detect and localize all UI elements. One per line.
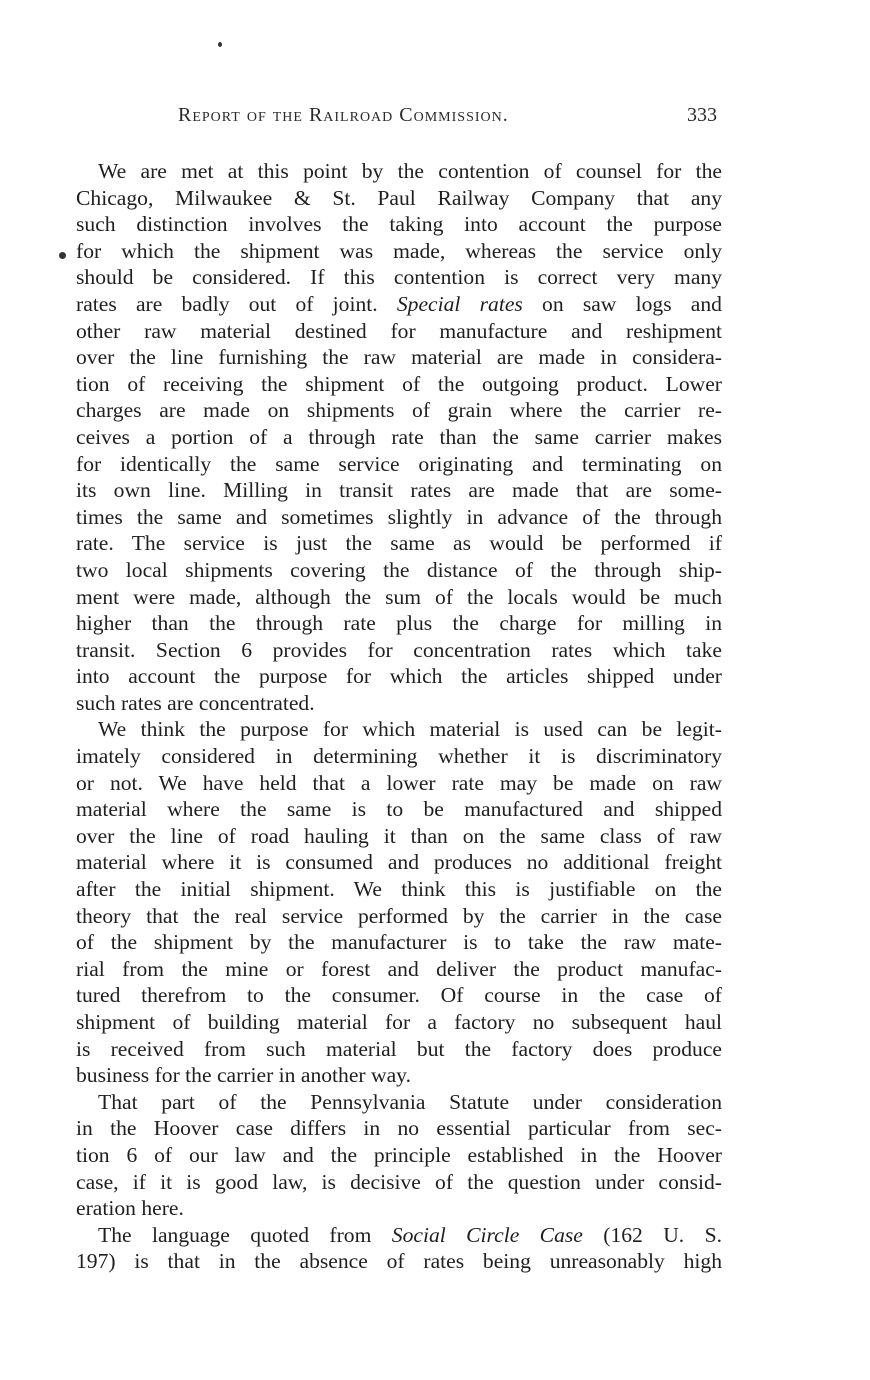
- paragraph: [76, 1222, 722, 1275]
- text-line: is received from such material but the factory does produce: [76, 1036, 722, 1061]
- paragraph: [76, 158, 722, 716]
- text-line: over the line furnishing the raw material are made in considera-: [76, 345, 722, 370]
- text-line: over the line of road hauling it than on the same class of raw: [76, 823, 722, 848]
- text-line: shipment of building material for a factory no subsequent haul: [76, 1010, 722, 1034]
- text-line: or not. We have held that a lower rate may be made on raw: [76, 770, 722, 795]
- text-line: ment were made, although the sum of the locals would be much: [76, 584, 722, 609]
- text-line: for identically the same service originating and terminating on: [76, 451, 722, 476]
- text-line: its own line. Milling in transit rates are made that are some-: [76, 478, 722, 503]
- text-line: case, if it is good law, is decisive of the question under consid-: [76, 1169, 722, 1194]
- running-header: [172, 104, 717, 134]
- text-line: of the shipment by the manufacturer is to take the raw mate-: [76, 930, 722, 955]
- text-line: other raw material destined for manufacture and reshipment: [76, 318, 722, 343]
- text-line: material where the same is to be manufactured and shipped: [76, 797, 722, 822]
- text-line: We are met at this point by the contention of counsel for the: [98, 159, 722, 183]
- text-line: after the initial shipment. We think this is justifiable on the: [76, 877, 722, 902]
- text-line: times the same and sometimes slightly in advance of the through: [76, 504, 722, 529]
- page-number: 333: [687, 104, 717, 126]
- text-line: should be considered. If this contention is correct very many: [76, 265, 722, 290]
- text-line: 197) is that in the absence of rates being unreasonably high: [76, 1249, 722, 1274]
- text-line: We think the purpose for which material is used can be legit-: [98, 717, 722, 742]
- text-line: two local shipments covering the distance of the through ship-: [76, 557, 722, 582]
- paragraph: [76, 716, 722, 1088]
- text-line: theory that the real service performed by the carrier in the case: [76, 903, 722, 928]
- text-line: material where it is consumed and produces no additional freight: [76, 850, 722, 875]
- text-line: higher than the through rate plus the charge for milling in: [76, 611, 722, 636]
- paragraph: [76, 1089, 722, 1222]
- text-line: That part of the Pennsylvania Statute under consideration: [98, 1089, 722, 1114]
- text-line: in the Hoover case differs in no essential particular from sec-: [76, 1116, 722, 1141]
- text-line: Chicago, Milwaukee & St. Paul Railway Company that any: [76, 185, 722, 210]
- text-line: charges are made on shipments of grain where the carrier re-: [76, 398, 722, 423]
- text-line: The language quoted from Social Circle Case (162 U. S.: [98, 1222, 722, 1247]
- running-header-title: Report of the Railroad Commission.: [178, 104, 509, 126]
- stray-ink-dot: [218, 42, 222, 47]
- text-line: such rates are concentrated.: [76, 690, 315, 715]
- text-line: such distinction involves the taking into account the purpose: [76, 212, 722, 237]
- margin-bullet-mark: [59, 252, 66, 259]
- text-line: business for the carrier in another way.: [76, 1063, 411, 1088]
- page-body: [76, 158, 722, 1275]
- text-line: eration here.: [76, 1196, 184, 1221]
- text-line: into account the purpose for which the articles shipped under: [76, 664, 722, 689]
- text-line: tion 6 of our law and the principle established in the Hoover: [76, 1142, 722, 1167]
- text-line: rial from the mine or forest and deliver the product manufac-: [76, 956, 722, 981]
- text-line: imately considered in determining whether it is discriminatory: [76, 744, 722, 769]
- text-line: rate. The service is just the same as would be performed if: [76, 531, 722, 556]
- text-line: tion of receiving the shipment of the outgoing product. Lower: [76, 371, 722, 396]
- text-line: transit. Section 6 provides for concentration rates which take: [76, 637, 722, 662]
- text-line: tured therefrom to the consumer. Of course in the case of: [76, 983, 722, 1008]
- text-line: rates are badly out of joint. Special rates on saw logs and: [76, 291, 722, 316]
- text-line: ceives a portion of a through rate than the same carrier makes: [76, 424, 722, 449]
- text-line: for which the shipment was made, whereas the service only: [76, 238, 722, 263]
